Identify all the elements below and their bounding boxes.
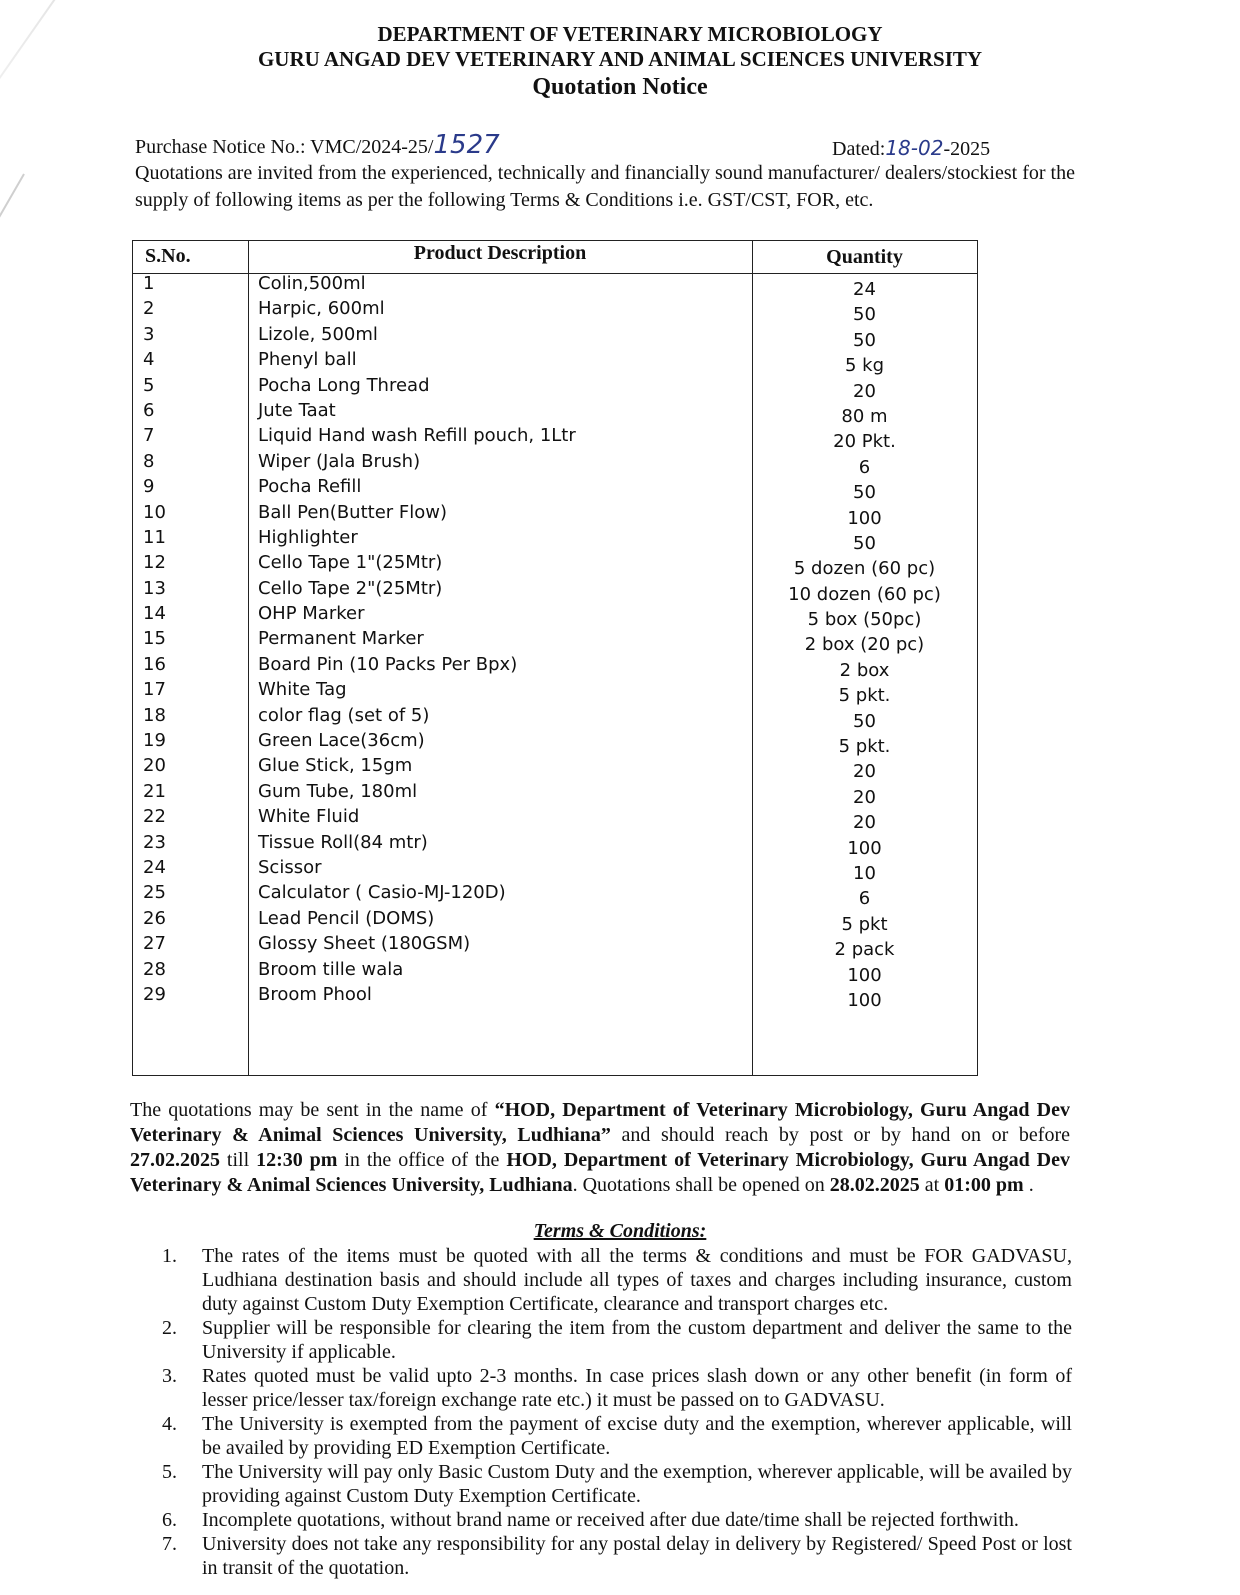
opening-date: 28.02.2025 xyxy=(829,1174,920,1196)
row-description: Jute Taat xyxy=(258,399,336,421)
row-sno: 8 xyxy=(143,450,155,472)
table-row xyxy=(133,933,977,961)
row-quantity: 5 pkt. xyxy=(838,685,891,707)
row-sno: 14 xyxy=(143,603,166,625)
row-quantity: 2 pack xyxy=(834,939,895,961)
row-description: Board Pin (10 Packs Per Bpx) xyxy=(258,653,518,675)
term-number: 4. xyxy=(162,1413,177,1435)
row-quantity: 50 xyxy=(853,710,876,732)
due-time: 12:30 pm xyxy=(256,1149,338,1171)
table-row xyxy=(133,273,977,298)
row-quantity: 50 xyxy=(853,482,876,504)
row-sno: 29 xyxy=(143,983,166,1005)
term-number: 5. xyxy=(162,1461,177,1483)
table-row xyxy=(133,451,977,476)
row-description: Broom tille wala xyxy=(258,958,404,980)
term-item xyxy=(162,1460,1072,1508)
table-row xyxy=(133,781,977,806)
row-quantity: 5 dozen (60 pc) xyxy=(793,558,936,580)
row-quantity: 100 xyxy=(847,507,882,529)
submission-text: at xyxy=(919,1174,945,1196)
row-description: OHP Marker xyxy=(258,603,365,625)
row-quantity: 20 xyxy=(853,761,876,783)
table-body xyxy=(133,273,977,1009)
table-row xyxy=(133,679,977,707)
row-sno: 19 xyxy=(143,730,166,752)
university-heading: GURU ANGAD DEV VETERINARY AND ANIMAL SCIENCES UNIVERSITY xyxy=(257,47,983,71)
row-sno: 28 xyxy=(143,958,166,980)
row-sno: 11 xyxy=(143,526,166,548)
dated-day-handwritten: 18 xyxy=(885,136,911,160)
row-description: Liquid Hand wash Refill pouch, 1Ltr xyxy=(258,425,576,447)
table-row xyxy=(133,324,977,349)
row-quantity: 5 pkt xyxy=(841,913,888,935)
table-row xyxy=(133,984,977,1009)
items-table xyxy=(132,240,978,1076)
table-row xyxy=(133,705,977,730)
header-product: Product Description xyxy=(413,242,587,264)
row-sno: 7 xyxy=(143,425,155,447)
submission-paragraph xyxy=(130,1098,1070,1198)
row-sno: 10 xyxy=(143,501,166,523)
table-row xyxy=(133,476,977,504)
row-description: Lead Pencil (DOMS) xyxy=(258,907,435,929)
row-quantity: 80 m xyxy=(841,405,888,427)
table-row xyxy=(133,806,977,834)
term-text: The rates of the items must be quoted with all the terms & conditions and must be FOR GADVASU, Ludhiana destination basis and should include all types of taxes and charges including insurance, custom duty against Custom Duty Exemption Certificate, clearance and transport charges etc. xyxy=(202,1245,1072,1315)
row-quantity: 6 xyxy=(858,456,871,478)
term-item xyxy=(162,1412,1072,1460)
row-description: Green Lace(36cm) xyxy=(258,730,425,752)
table-row xyxy=(133,349,977,377)
row-description: Pocha Refill xyxy=(258,476,362,498)
row-description: Gum Tube, 180ml xyxy=(258,780,418,802)
table-row xyxy=(133,603,977,631)
row-description: White Fluid xyxy=(258,806,360,828)
row-sno: 18 xyxy=(143,704,166,726)
row-sno: 6 xyxy=(143,399,155,421)
row-sno: 2 xyxy=(143,298,155,320)
table-row xyxy=(133,578,977,603)
submission-text: . Quotations shall be opened on xyxy=(572,1174,830,1196)
row-description: White Tag xyxy=(258,679,347,701)
row-quantity: 2 box xyxy=(839,659,890,681)
row-description: Cello Tape 2"(25Mtr) xyxy=(258,577,443,599)
table-row xyxy=(133,400,977,425)
notice-date xyxy=(832,136,990,161)
term-text: The University will pay only Basic Custom Duty and the exemption, wherever applicable, will be availed by providing against Custom Duty Exemption Certificate. xyxy=(202,1461,1072,1507)
dated-label: Dated: xyxy=(832,138,886,160)
table-row xyxy=(133,755,977,783)
row-sno: 13 xyxy=(143,577,166,599)
row-sno: 5 xyxy=(143,374,155,396)
submission-text: till xyxy=(220,1149,257,1171)
table-row xyxy=(133,527,977,552)
term-text: University does not take any responsibility for any postal delay in delivery by Registered/ Speed Post or lost in transit of the quotation. xyxy=(202,1533,1072,1579)
row-description: Colin,500ml xyxy=(258,273,366,294)
dated-year: -2025 xyxy=(943,138,991,160)
submission-text: and should reach by post or by hand on or before xyxy=(610,1124,1071,1146)
term-text: Supplier will be responsible for clearing the item from the custom department and deliver the same to the University if applicable. xyxy=(202,1317,1072,1363)
purchase-notice-number xyxy=(135,130,500,160)
row-sno: 1 xyxy=(143,273,155,294)
row-quantity: 100 xyxy=(847,964,882,986)
row-quantity: 10 xyxy=(853,862,876,884)
row-sno: 16 xyxy=(143,653,166,675)
header-sno: S.No. xyxy=(145,245,191,267)
row-description: Scissor xyxy=(258,856,322,878)
row-sno: 25 xyxy=(143,882,166,904)
row-description: Cello Tape 1"(25Mtr) xyxy=(258,552,443,574)
term-item xyxy=(162,1508,1072,1532)
table-row xyxy=(133,654,977,679)
row-quantity: 5 pkt. xyxy=(838,736,891,758)
row-description: Glue Stick, 15gm xyxy=(258,755,413,777)
table-row xyxy=(133,857,977,882)
row-sno: 26 xyxy=(143,907,166,929)
row-sno: 27 xyxy=(143,933,166,955)
table-row xyxy=(133,882,977,910)
submission-office: HOD, Department of Veterinary Microbiology, Guru Angad Dev Veterinary & Animal Sciences University, Ludhiana xyxy=(130,1149,1070,1196)
row-sno: 12 xyxy=(143,552,166,574)
term-text: Rates quoted must be valid upto 2-3 months. In case prices slash down or any other benefit (in form of lesser price/lesser tax/foreign exchange rate etc.) it must be passed on to GADVASU. xyxy=(202,1365,1072,1411)
row-quantity: 50 xyxy=(853,329,876,351)
submission-addressee: “HOD, Department of Veterinary Microbiology, Guru Angad Dev Veterinary & Animal Sciences University, Ludhiana” xyxy=(130,1099,1070,1146)
row-quantity: 20 xyxy=(853,812,876,834)
row-quantity: 5 kg xyxy=(844,355,885,377)
row-sno: 22 xyxy=(143,806,166,828)
row-quantity: 24 xyxy=(853,279,876,300)
row-description: color flag (set of 5) xyxy=(258,704,430,726)
row-sno: 15 xyxy=(143,628,166,650)
term-item xyxy=(162,1244,1072,1316)
row-description: Harpic, 600ml xyxy=(258,298,385,320)
submission-text: The quotations may be sent in the name of xyxy=(130,1099,495,1121)
term-item xyxy=(162,1364,1072,1412)
row-description: Pocha Long Thread xyxy=(258,374,430,396)
table-row xyxy=(133,425,977,453)
intro-paragraph: Quotations are invited from the experienced, technically and financially sound manufacturer/ dealers/stockiest for the supply of following items as per the following Terms & Conditions i.e. GST/CST, FOR, etc. xyxy=(135,162,1075,211)
term-item xyxy=(162,1316,1072,1364)
purchase-notice-label: Purchase Notice No.: VMC/2024-25/ xyxy=(135,136,434,158)
row-description: Ball Pen(Butter Flow) xyxy=(258,501,447,523)
row-quantity: 6 xyxy=(858,888,871,910)
row-description: Broom Phool xyxy=(258,983,372,1005)
scan-artifact xyxy=(0,174,25,227)
dated-sep: - xyxy=(910,136,918,160)
row-quantity: 5 box (50pc) xyxy=(807,609,922,631)
term-number: 1. xyxy=(162,1245,177,1267)
table-row xyxy=(133,832,977,857)
row-quantity: 100 xyxy=(847,989,882,1011)
table-row xyxy=(133,552,977,580)
row-quantity: 10 dozen (60 pc) xyxy=(788,583,941,605)
submission-text: . xyxy=(1023,1174,1034,1196)
header-quantity: Quantity xyxy=(826,246,903,268)
row-sno: 24 xyxy=(143,856,166,878)
table-row xyxy=(133,908,977,933)
term-number: 6. xyxy=(162,1509,177,1531)
table-row xyxy=(133,375,977,400)
row-sno: 3 xyxy=(143,323,155,345)
row-description: Lizole, 500ml xyxy=(258,323,378,345)
page-title: Quotation Notice xyxy=(532,74,708,100)
term-item xyxy=(162,1532,1072,1580)
row-quantity: 20 xyxy=(853,786,876,808)
term-text: The University is exempted from the payment of excise duty and the exemption, wherever applicable, will be availed by providing ED Exemption Certificate. xyxy=(202,1413,1072,1459)
table-row xyxy=(133,628,977,656)
purchase-notice-handwritten: 1527 xyxy=(433,130,500,160)
submission-text: in the office of the xyxy=(337,1149,507,1171)
row-sno: 23 xyxy=(143,831,166,853)
row-quantity: 50 xyxy=(853,304,876,326)
table-row xyxy=(133,298,977,326)
opening-time: 01:00 pm xyxy=(944,1174,1024,1196)
row-description: Permanent Marker xyxy=(258,628,424,650)
term-number: 3. xyxy=(162,1365,177,1387)
row-sno: 17 xyxy=(143,679,166,701)
row-quantity: 50 xyxy=(853,532,876,554)
row-description: Highlighter xyxy=(258,526,358,548)
term-number: 7. xyxy=(162,1533,177,1555)
row-description: Calculator ( Casio-MJ-120D) xyxy=(258,882,506,904)
row-description: Wiper (Jala Brush) xyxy=(258,450,421,472)
row-description: Tissue Roll(84 mtr) xyxy=(258,831,428,853)
row-quantity: 20 xyxy=(853,380,876,402)
row-description: Glossy Sheet (180GSM) xyxy=(258,933,471,955)
terms-title: Terms & Conditions: xyxy=(533,1220,707,1242)
row-sno: 21 xyxy=(143,780,166,802)
row-quantity: 20 Pkt. xyxy=(833,431,896,453)
row-quantity: 2 box (20 pc) xyxy=(804,634,925,656)
row-sno: 4 xyxy=(143,349,155,371)
term-text: Incomplete quotations, without brand name or received after due date/time shall be rejected forthwith. xyxy=(202,1509,1019,1531)
due-date: 27.02.2025 xyxy=(130,1149,220,1171)
dated-month-handwritten: 02 xyxy=(917,136,944,160)
table-row xyxy=(133,959,977,984)
table-row xyxy=(133,502,977,527)
terms-list xyxy=(162,1244,1072,1580)
term-number: 2. xyxy=(162,1317,177,1339)
department-heading: DEPARTMENT OF VETERINARY MICROBIOLOGY xyxy=(377,22,883,46)
row-sno: 20 xyxy=(143,755,166,777)
row-quantity: 100 xyxy=(847,837,882,859)
table-row xyxy=(133,730,977,758)
row-description: Phenyl ball xyxy=(258,349,357,371)
row-sno: 9 xyxy=(143,476,155,498)
